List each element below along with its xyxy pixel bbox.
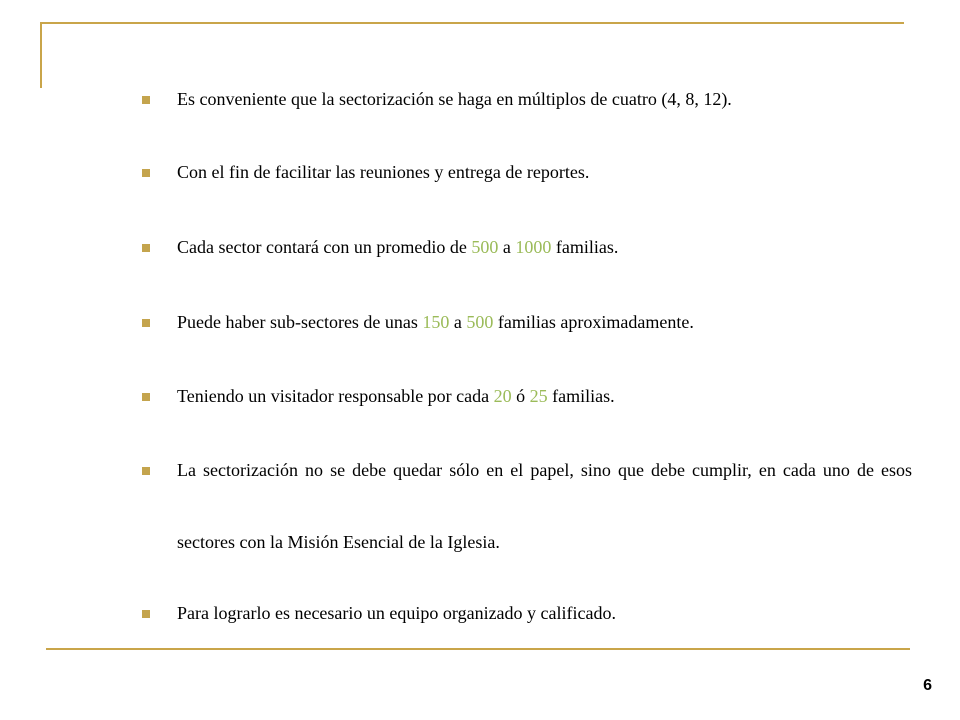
text-segment: ó	[511, 386, 530, 406]
highlighted-number: 20	[493, 386, 512, 406]
page-number: 6	[923, 677, 932, 694]
highlighted-number: 500	[466, 312, 494, 332]
text-segment: familias.	[547, 386, 615, 406]
square-bullet-icon	[142, 319, 150, 327]
text-segment: Puede haber sub-sectores de unas	[177, 312, 423, 332]
highlighted-number: 1000	[515, 237, 552, 257]
square-bullet-icon	[142, 96, 150, 104]
text-segment: familias.	[551, 237, 619, 257]
square-bullet-icon	[142, 467, 150, 475]
bullet-text: Con el fin de facilitar las reuniones y entrega de reportes.	[177, 162, 590, 182]
bullet-text	[177, 310, 912, 334]
bullet-text	[177, 384, 912, 408]
highlighted-number: 500	[471, 237, 499, 257]
bullet-text: Para lograrlo es necesario un equipo organizado y calificado.	[177, 603, 616, 623]
highlighted-number: 150	[422, 312, 450, 332]
square-bullet-icon	[142, 610, 150, 618]
highlighted-number: 25	[529, 386, 548, 406]
square-bullet-icon	[142, 169, 150, 177]
bullet-text: Es conveniente que la sectorización se haga en múltiplos de cuatro (4, 8, 12).	[177, 89, 732, 109]
bullet-text: La sectorización no se debe quedar sólo en el papel, sino que debe cumplir, en cada uno de esos sectores con la Misión Esencial de la Iglesia.	[177, 460, 912, 552]
frame-bottom-line	[46, 648, 910, 650]
bullet-text	[177, 235, 912, 259]
text-segment: a	[498, 237, 516, 257]
text-segment: a	[449, 312, 467, 332]
text-segment: Cada sector contará con un promedio de	[177, 237, 472, 257]
text-segment: familias aproximadamente.	[493, 312, 694, 332]
square-bullet-icon	[142, 244, 150, 252]
square-bullet-icon	[142, 393, 150, 401]
text-segment: Teniendo un visitador responsable por cada	[177, 386, 494, 406]
